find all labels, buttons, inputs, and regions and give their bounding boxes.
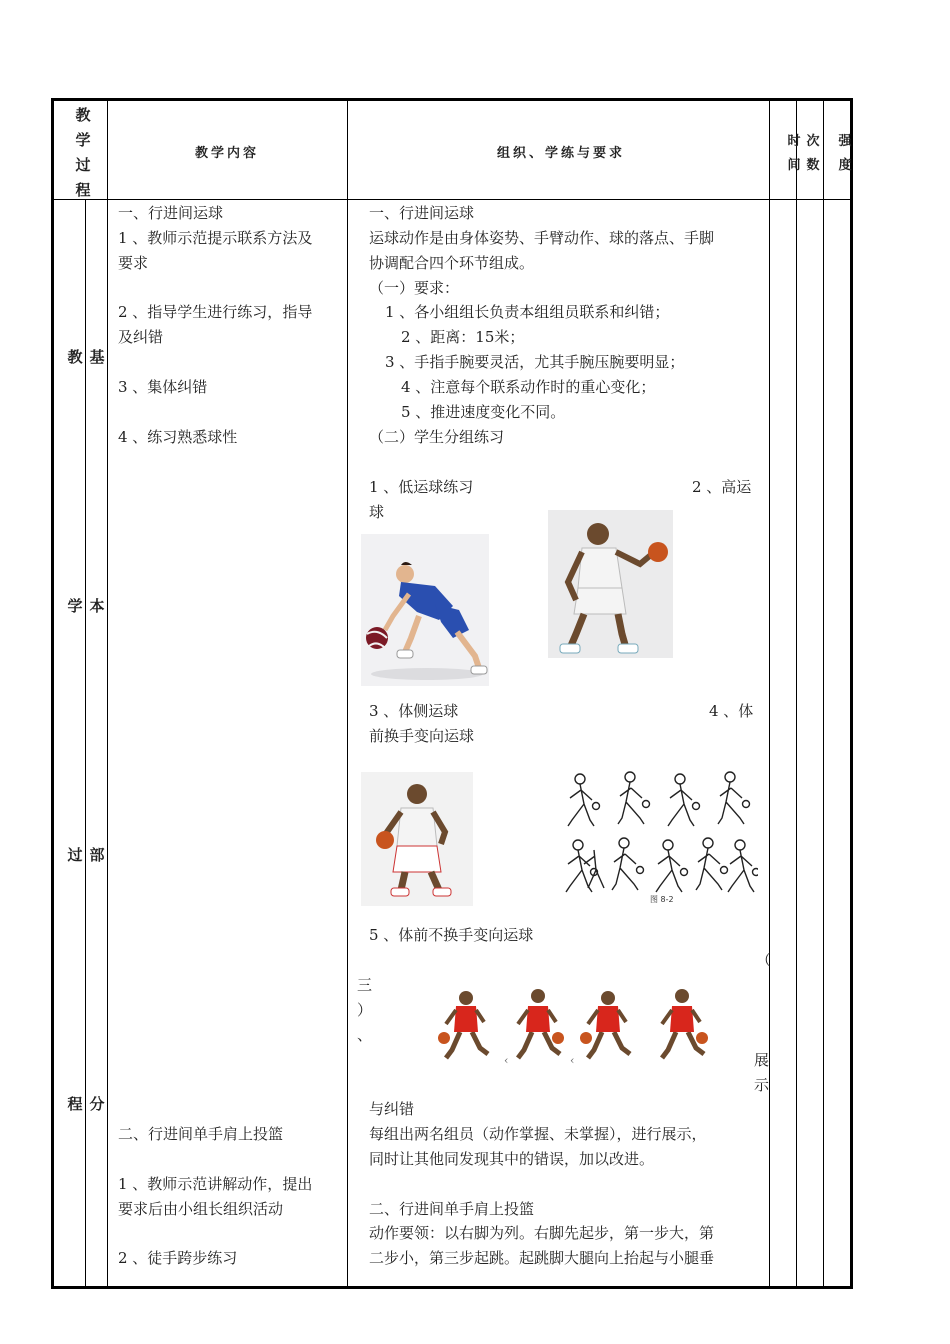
header-process-char-2: 学 (75, 131, 91, 149)
content-item-1-step-1b: 要求 (118, 254, 149, 272)
org-s2-desc-1: 动作要领：以右脚为列。右脚先起步，第一步大，第 (369, 1224, 715, 1242)
svg-text:‹: ‹ (570, 1054, 575, 1067)
header-time-char-1: 时 (787, 134, 801, 149)
org-exercise-4a: 4 、体 (709, 702, 754, 720)
side-inner-char-1: 基 (89, 348, 105, 366)
photo-high-dribble (548, 510, 673, 658)
content-item-1-step-3: 3 、集体纠错 (118, 378, 208, 396)
col-divider-inner (85, 199, 86, 1287)
content-item-2-step-1a: 1 、教师示范讲解动作，提出 (118, 1175, 313, 1193)
table-right-border (850, 98, 853, 1289)
header-bottom-border (51, 199, 853, 200)
table-top-border (51, 98, 853, 101)
org-requirement-4: 4 、注意每个联系动作时的重心变化； (401, 378, 656, 396)
photo-low-dribble (361, 534, 489, 686)
content-item-2-step-1b: 要求后由小组长组织活动 (118, 1200, 284, 1218)
col-divider-org (347, 99, 348, 1287)
content-item-2-step-2: 2 、徒手跨步练习 (118, 1249, 238, 1267)
org-requirement-2: 2 、距离：15米； (401, 328, 525, 346)
header-process-char-3: 过 (75, 156, 91, 174)
org-s3-open-paren: （ (756, 951, 772, 969)
figure-crossover-sequence (560, 766, 758, 906)
side-inner-char-3: 部 (89, 846, 105, 864)
org-section2-title: 二、行进间单手肩上投篮 (369, 1200, 535, 1218)
org-exercise-5: 5 、体前不换手变向运球 (369, 926, 534, 944)
org-section1-title: 一、行进间运球 (369, 204, 475, 222)
cartoon-dribble-sequence (430, 978, 730, 1068)
header-process-char-1: 教 (75, 106, 91, 124)
content-item-1-title: 一、行进间运球 (118, 204, 224, 222)
org-s3-desc-1: 每组出两名组员（动作掌握、未掌握），进行展示， (369, 1125, 707, 1143)
org-s3-desc-2: 同时让其他同发现其中的错误，加以改进。 (369, 1150, 655, 1168)
org-intro-line-2: 协调配合四个环节组成。 (369, 254, 535, 272)
table-bottom-border (51, 1286, 853, 1289)
org-exercise-2b: 球 (369, 503, 385, 521)
content-item-1-step-2b: 及纠错 (118, 328, 164, 346)
org-group-practice-title: （二）学生分组练习 (369, 428, 505, 446)
org-requirement-1: 1 、各小组组长负责本组组员联系和纠错； (385, 303, 670, 321)
org-s3-number: 三 (357, 976, 373, 994)
org-s3-close-paren: ） (357, 1001, 373, 1019)
header-count-char-1: 次 (806, 134, 820, 149)
header-time-char-2: 间 (787, 158, 801, 173)
org-s2-desc-2: 二步小，第三步起跳。起跳脚大腿向上抬起与小腿垂 (369, 1249, 715, 1267)
col-divider-count (796, 99, 797, 1287)
table-left-border (51, 98, 54, 1289)
header-intensity-char-1: 强 (838, 134, 852, 149)
org-requirements-title: （一）要求： (369, 279, 460, 297)
org-exercise-2a: 2 、高运 (692, 478, 752, 496)
org-exercise-1: 1 、低运球练习 (369, 478, 474, 496)
org-s3-tail: 与纠错 (369, 1100, 415, 1118)
org-exercise-4b: 前换手变向运球 (369, 727, 475, 745)
org-intro-line-1: 运球动作是由身体姿势、手臂动作、球的落点、手脚 (369, 229, 715, 247)
content-item-1-step-2a: 2 、指导学生进行练习，指导 (118, 303, 313, 321)
org-s3-show-2: 示 (754, 1076, 770, 1094)
content-item-1-step-4: 4 、练习熟悉球性 (118, 428, 238, 446)
header-organization: 组织、学练与要求 (497, 146, 626, 161)
side-outer-char-1: 教 (67, 348, 83, 366)
header-count-char-2: 数 (806, 158, 820, 173)
side-inner-char-4: 分 (89, 1095, 105, 1113)
col-divider-content (107, 99, 108, 1287)
org-s3-comma: 、 (357, 1026, 373, 1044)
col-divider-time (769, 99, 770, 1287)
org-requirement-5: 5 、推进速度变化不同。 (401, 403, 566, 421)
header-content: 教学内容 (195, 146, 260, 161)
content-item-2-title: 二、行进间单手肩上投篮 (118, 1125, 284, 1143)
side-outer-char-2: 学 (67, 597, 83, 615)
header-process-char-4: 程 (75, 181, 91, 199)
org-s3-show-1: 展 (754, 1051, 770, 1069)
content-item-1-step-1a: 1 、教师示范提示联系方法及 (118, 229, 313, 247)
org-exercise-3: 3 、体侧运球 (369, 702, 459, 720)
side-inner-char-2: 本 (89, 597, 105, 615)
header-intensity-char-2: 度 (838, 158, 852, 173)
org-requirement-3: 3 、手指手腕要灵活，尤其手腕压腕要明显； (385, 353, 685, 371)
photo-side-dribble (361, 772, 473, 906)
side-outer-char-4: 程 (67, 1095, 83, 1113)
svg-text:‹: ‹ (504, 1054, 509, 1067)
col-divider-intensity (823, 99, 824, 1287)
side-outer-char-3: 过 (67, 846, 83, 864)
figure-caption: 图 8-2 (650, 895, 674, 904)
